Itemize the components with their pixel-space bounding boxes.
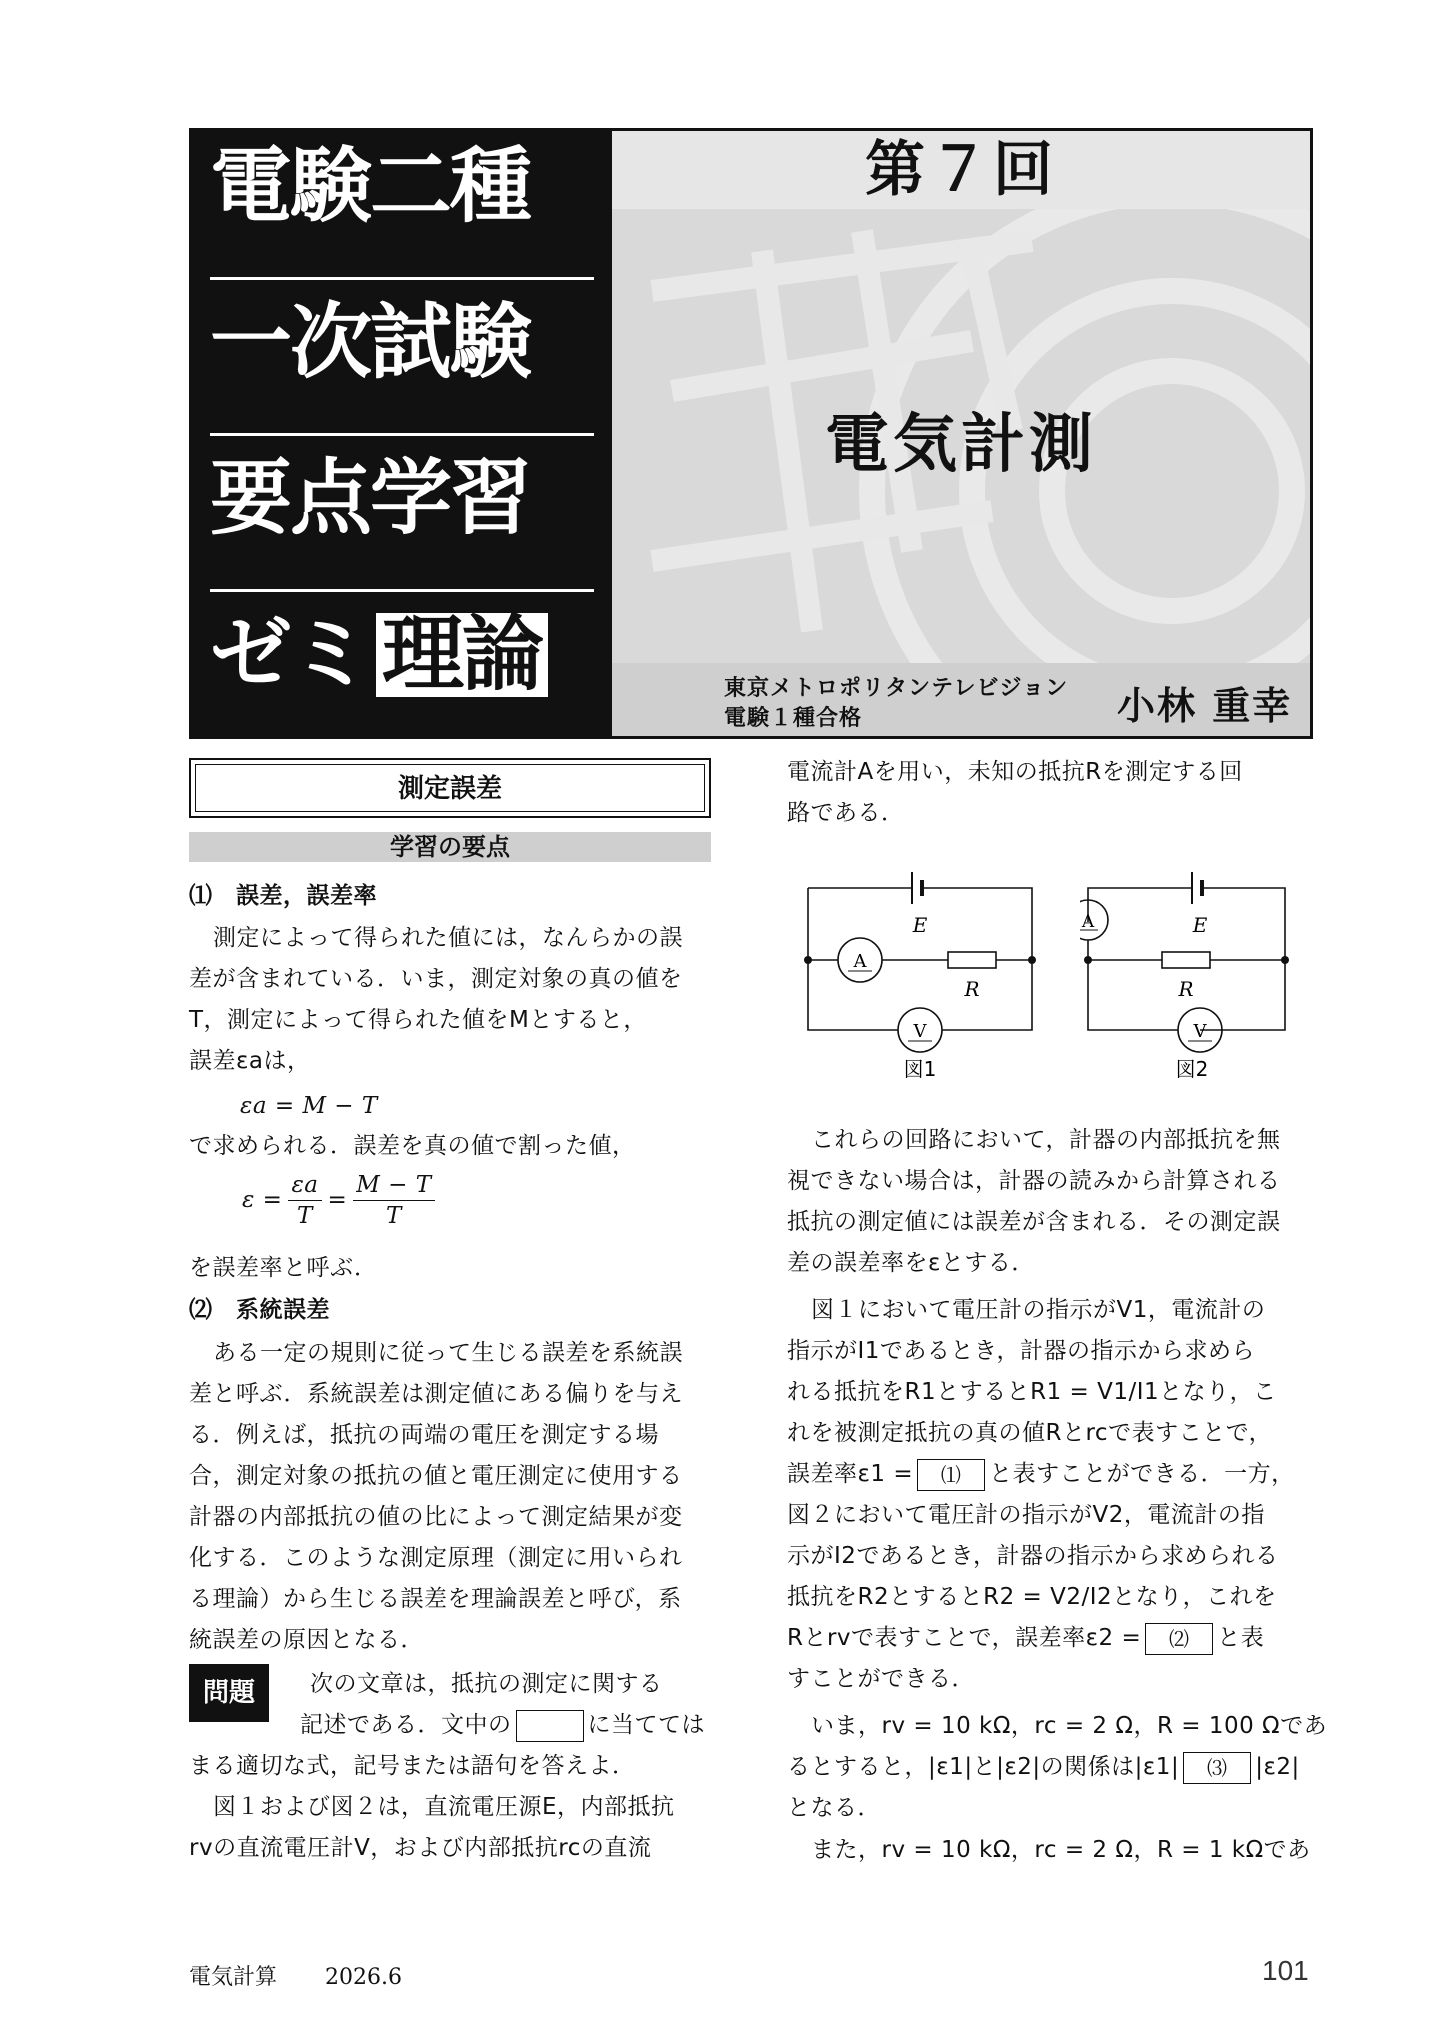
paragraph-line: 指示がI1であるとき，計器の指示から求めら	[787, 1338, 1255, 1364]
paragraph-line: る．例えば，抵抗の両端の電圧を測定する場	[189, 1422, 659, 1448]
answer-blank-1: ⑴	[917, 1459, 985, 1491]
divider	[210, 277, 594, 280]
paragraph-text: 誤差率ε1 =	[787, 1461, 914, 1487]
issue-date: 2026.6	[325, 1965, 402, 1990]
paragraph-line: 視できない場合は，計器の読みから計算される	[787, 1168, 1281, 1194]
numerator: εa	[288, 1170, 321, 1201]
paragraph-line: を誤差率と呼ぶ．	[189, 1255, 378, 1281]
label-e: E	[912, 913, 928, 937]
eq-lhs: ε =	[242, 1187, 283, 1213]
paragraph-line	[787, 1454, 1295, 1495]
paragraph-line: すことができる．	[787, 1666, 975, 1692]
subheading-1: ⑴ 誤差，誤差率	[189, 883, 377, 909]
wire	[1088, 888, 1192, 922]
paragraph-line: 電流計Aを用い，未知の抵抗Rを測定する回	[787, 759, 1243, 785]
paragraph-line: 計器の内部抵抗の値の比によって測定結果が変	[189, 1504, 683, 1530]
section-title-box	[189, 758, 711, 818]
label-r: R	[1178, 977, 1194, 1001]
series-zemi: ゼミ	[210, 607, 371, 702]
figure-caption: 図1	[903, 1057, 937, 1080]
fraction	[353, 1170, 434, 1231]
wire	[922, 888, 1032, 1030]
paragraph-line: 合，測定対象の抵抗の値と電圧測定に使用する	[189, 1463, 683, 1489]
series-line-2: 一次試験	[210, 295, 531, 390]
problem-label: 問題	[189, 1664, 269, 1722]
equation-error-rate	[242, 1170, 435, 1231]
paragraph-line: 化する．このような測定原理（測定に用いられ	[189, 1545, 683, 1571]
paragraph-line: いま，rv = 10 kΩ，rc = 2 Ω，R = 100 Ωであ	[811, 1713, 1328, 1739]
problem-line: 次の文章は，抵抗の測定に関する	[310, 1671, 663, 1697]
equation-error: εa = M − T	[240, 1093, 378, 1119]
paragraph-line	[787, 1747, 1300, 1788]
fraction	[288, 1170, 321, 1231]
wire	[808, 888, 880, 1030]
series-line-4	[210, 607, 594, 703]
journal-name: 電気計算	[189, 1965, 278, 1990]
paragraph-line: となる．	[787, 1795, 881, 1821]
numerator: M − T	[353, 1170, 434, 1201]
answer-blank-3: ⑶	[1183, 1752, 1251, 1784]
label-v: V	[1193, 1021, 1207, 1042]
series-title-block	[192, 131, 612, 736]
episode-number: 第７回	[612, 131, 1310, 209]
topic-panel	[612, 131, 1310, 736]
author-name: 小林 重幸	[1117, 684, 1293, 728]
section-title: 測定誤差	[195, 764, 705, 812]
author-bar	[612, 663, 1310, 736]
eq-equals: =	[327, 1187, 348, 1213]
paragraph-line: これらの回路において，計器の内部抵抗を無	[811, 1127, 1281, 1153]
paragraph-line: る理論）から生じる誤差を理論誤差と呼び，系	[189, 1586, 682, 1612]
page-number: 101	[1262, 1955, 1309, 1986]
paragraph-line: 示がI2であるとき，計器の指示から求められる	[787, 1543, 1279, 1569]
paragraph-text: |ε2|	[1255, 1754, 1300, 1780]
divider	[210, 433, 594, 436]
problem-line: まる適切な式，記号または語句を答えよ．	[189, 1753, 636, 1779]
paragraph-line: 統誤差の原因となる．	[189, 1627, 424, 1653]
circuit-figure-2	[1080, 850, 1320, 1080]
label-r: R	[964, 977, 980, 1001]
paragraph-line: 図１において電圧計の指示がV1，電流計の	[811, 1297, 1266, 1323]
circuit-figure-1	[800, 850, 1040, 1080]
answer-blank-2: ⑵	[1145, 1623, 1213, 1655]
paragraph-line: 路である．	[787, 800, 905, 826]
footer-journal	[189, 1960, 402, 1991]
wire	[1200, 888, 1285, 1030]
paragraph-line: T，測定によって得られた値をMとすると，	[189, 1007, 647, 1033]
wire	[1088, 940, 1178, 1030]
resistor-symbol	[948, 952, 996, 968]
title-header	[189, 128, 1313, 739]
paragraph-line: 差が含まれている．いま，測定対象の真の値を	[189, 966, 683, 992]
label-a: A	[1081, 912, 1095, 932]
blank-box	[516, 1710, 584, 1742]
denominator: T	[386, 1203, 402, 1229]
paragraph-line: で求められる．誤差を真の値で割った値，	[189, 1133, 636, 1159]
figure-caption: 図2	[1175, 1057, 1209, 1080]
paragraph-line: 誤差εaは，	[189, 1048, 311, 1074]
topic-title: 電気計測	[825, 408, 1097, 482]
paragraph-text: と表すことができる．一方，	[989, 1461, 1295, 1487]
label-a: A	[853, 951, 867, 972]
paragraph-line: ある一定の規則に従って生じる誤差を系統誤	[213, 1340, 683, 1366]
label-v: V	[913, 1021, 927, 1042]
paragraph-text: るとすると，|ε1|と|ε2|の関係は|ε1|	[787, 1754, 1180, 1780]
resistor-symbol	[1162, 952, 1210, 968]
paragraph-line: また，rv = 10 kΩ，rc = 2 Ω，R = 1 kΩであ	[811, 1837, 1311, 1863]
paragraph-line: 測定によって得られた値には，なんらかの誤	[213, 925, 683, 951]
junction-dot	[1028, 956, 1036, 964]
divider	[210, 589, 594, 592]
problem-line: 図１および図２は，直流電圧源E，内部抵抗	[213, 1794, 675, 1820]
problem-text: 記述である．文中の	[300, 1712, 512, 1738]
subheading-2: ⑵ 系統誤差	[189, 1297, 330, 1323]
label-e: E	[1192, 913, 1208, 937]
paragraph-line: 図２において電圧計の指示がV2，電流計の指	[787, 1502, 1265, 1528]
series-line-1: 電験二種	[210, 139, 531, 234]
paragraph-line: 差の誤差率をεとする．	[787, 1250, 1035, 1276]
junction-dot	[1281, 956, 1289, 964]
qualification: 電験１種合格	[724, 706, 863, 731]
problem-text: に当てては	[587, 1712, 705, 1738]
paragraph-line: れる抵抗をR1とするとR1 = V1/I1となり，こ	[787, 1379, 1277, 1405]
series-tag: 理論	[376, 613, 548, 697]
series-line-3: 要点学習	[210, 451, 531, 546]
study-points-heading: 学習の要点	[189, 832, 711, 862]
paragraph-line: 抵抗をR2とするとR2 = V2/I2となり，これを	[787, 1584, 1277, 1610]
paragraph-line: 抵抗の測定値には誤差が含まれる．その測定誤	[787, 1209, 1281, 1235]
paragraph-line: 差と呼ぶ．系統誤差は測定値にある偏りを与え	[189, 1381, 683, 1407]
affiliation: 東京メトロポリタンテレビジョン	[724, 676, 1069, 701]
junction-dot	[1084, 956, 1092, 964]
paragraph-line: れを被測定抵抗の真の値Rとrcで表すことで，	[787, 1420, 1273, 1446]
paragraph-text: Rとrvで表すことで，誤差率ε2 =	[787, 1625, 1142, 1651]
paragraph-line	[787, 1618, 1264, 1659]
paragraph-text: と表	[1217, 1625, 1265, 1651]
problem-line	[300, 1705, 705, 1746]
denominator: T	[297, 1203, 313, 1229]
problem-line: rvの直流電圧計V，および内部抵抗rcの直流	[189, 1835, 652, 1861]
junction-dot	[804, 956, 812, 964]
